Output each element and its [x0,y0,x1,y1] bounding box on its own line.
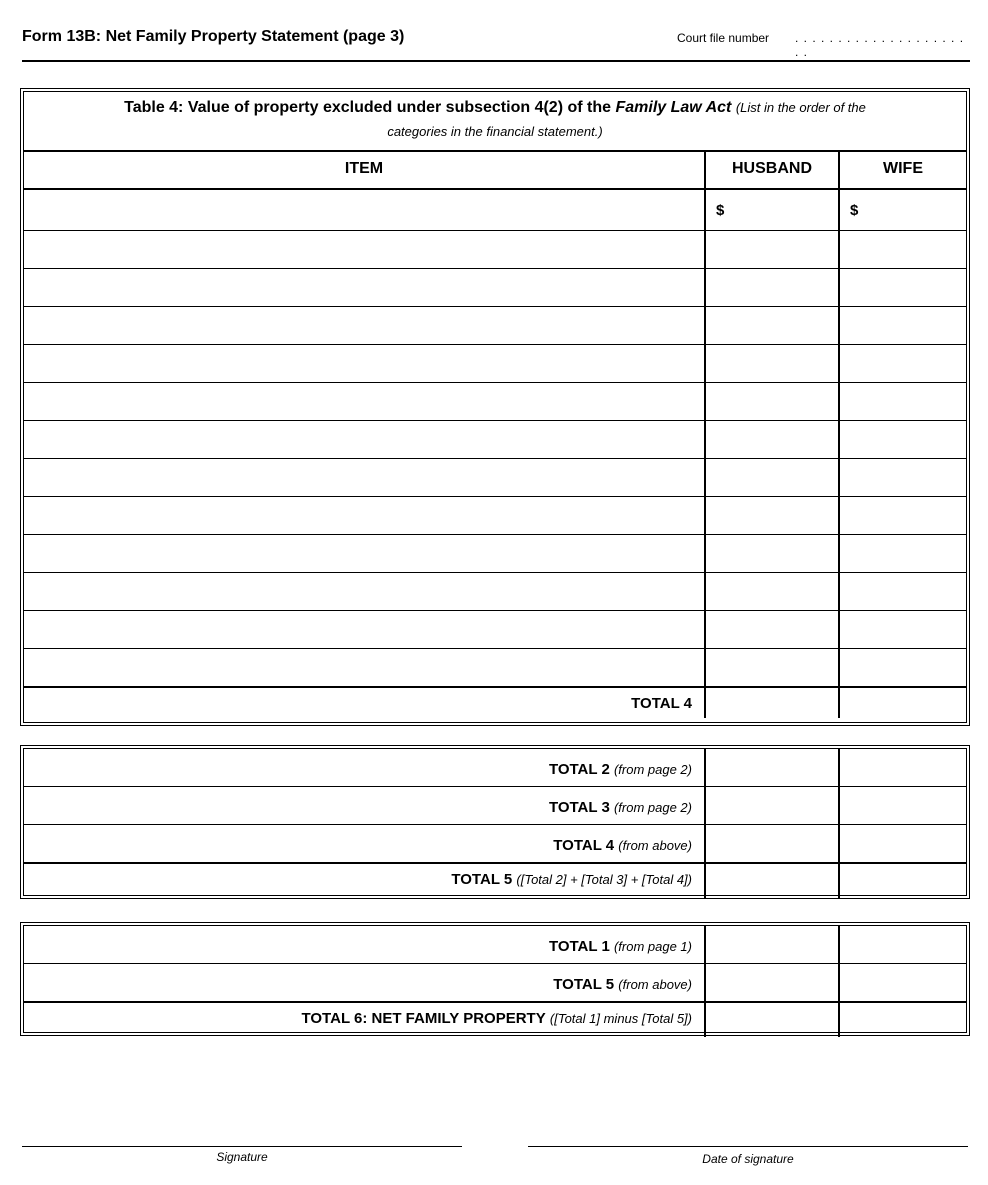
husband-cell[interactable] [706,497,840,534]
column-header-husband: HUSBAND [706,150,840,188]
totals-section-row [24,864,966,898]
husband-cell[interactable] [706,825,840,862]
totals-section-label: TOTAL 2 [548,761,610,778]
net-section-row [24,926,966,964]
signature-label: Signature [216,1150,268,1164]
item-cell [24,787,706,824]
husband-cell[interactable] [706,749,840,786]
table-row [24,611,966,649]
table-4-act-name: Family Law Act [615,99,732,116]
item-cell[interactable] [24,269,706,306]
husband-cell[interactable] [706,573,840,610]
wife-cell[interactable] [840,535,966,572]
table-4-inner [23,91,967,723]
net-section-label-group [553,976,692,993]
item-cell[interactable] [24,535,706,572]
totals-section-label: TOTAL 4 [553,837,615,854]
item-cell[interactable] [24,345,706,382]
table-row [24,573,966,611]
table-row [24,190,966,231]
table-row [24,307,966,345]
item-cell[interactable] [24,383,706,420]
wife-cell[interactable] [840,497,966,534]
husband-cell[interactable] [706,345,840,382]
net-family-property-inner [23,925,967,1033]
husband-cell[interactable] [706,611,840,648]
wife-cell[interactable] [840,345,966,382]
net-family-property-section [20,922,970,1036]
totals-section-note: (from page 2) [613,800,692,815]
wife-cell[interactable] [840,573,966,610]
totals-section [20,745,970,899]
net-section-label-group [302,1010,693,1027]
table-row [24,269,966,307]
husband-cell[interactable] [706,421,840,458]
table-row [24,421,966,459]
wife-cell[interactable] [840,269,966,306]
total-4-row [24,688,966,718]
item-cell[interactable] [24,190,706,230]
table-4-title-text: Table 4: Value of property excluded under subsection 4(2) of the [124,99,616,116]
totals-section-note: ([Total 2] + [Total 3] + [Total 4]) [516,872,692,887]
item-cell [24,1003,706,1037]
husband-cell[interactable] [706,231,840,268]
net-section-row [24,1003,966,1037]
husband-currency-symbol: $ [716,202,725,219]
wife-cell[interactable] [840,688,966,718]
form-title: Form 13B: Net Family Property Statement (page 3) [22,28,405,45]
wife-cell[interactable] [840,231,966,268]
husband-cell[interactable] [706,787,840,824]
net-section-label: TOTAL 6: NET FAMILY PROPERTY [301,1010,546,1027]
wife-cell[interactable] [840,421,966,458]
wife-cell[interactable] [840,459,966,496]
husband-cell[interactable] [706,269,840,306]
item-cell[interactable] [24,421,706,458]
item-cell [24,864,706,898]
totals-section-row [24,825,966,864]
net-section-note: (from page 1) [613,939,692,954]
husband-cell[interactable] [706,649,840,686]
item-cell[interactable] [24,573,706,610]
item-cell [24,688,706,718]
wife-cell[interactable] [840,383,966,420]
wife-cell[interactable] [840,190,966,230]
item-cell[interactable] [24,231,706,268]
column-header-wife: WIFE [883,160,923,177]
totals-section-inner [23,748,967,896]
item-cell [24,749,706,786]
totals-section-label-group [553,837,692,854]
signature-line[interactable] [22,1146,462,1147]
date-of-signature-label: Date of signature [702,1152,794,1166]
wife-cell[interactable] [840,307,966,344]
totals-section-label-group [549,761,692,778]
wife-cell[interactable] [840,926,966,963]
net-section-note: (from above) [618,977,692,992]
total-4-label: TOTAL 4 [631,695,692,712]
page-header [22,28,970,62]
totals-section-label-group [451,871,692,888]
column-header-item: ITEM [24,150,706,188]
husband-cell[interactable] [706,307,840,344]
net-section-row [24,964,966,1003]
table-4-note-1: (List in the order of the [735,100,866,115]
totals-section-label: TOTAL 5 [451,871,513,888]
item-cell[interactable] [24,307,706,344]
table-4-note-2: categories in the financial statement.) [387,124,603,139]
wife-cell[interactable] [840,1003,966,1037]
item-cell[interactable] [24,459,706,496]
wife-cell[interactable] [840,787,966,824]
wife-cell[interactable] [840,825,966,862]
net-section-label: TOTAL 5 [553,976,615,993]
husband-cell[interactable] [706,864,840,898]
husband-cell[interactable] [706,190,840,230]
item-cell[interactable] [24,497,706,534]
totals-section-row [24,749,966,787]
column-header-row [24,150,966,190]
wife-cell[interactable] [840,611,966,648]
table-4-title [24,92,966,152]
totals-section-row [24,787,966,825]
court-file-number-field[interactable]: . . . . . . . . . . . . . . . . . . . . . . [795,31,965,59]
husband-cell[interactable] [706,1003,840,1037]
table-row [24,383,966,421]
item-cell [24,825,706,862]
table-row [24,649,966,688]
net-section-label-group [549,938,692,955]
husband-cell[interactable] [706,688,840,718]
wife-cell[interactable] [840,964,966,1001]
table-row [24,345,966,383]
wife-cell[interactable] [840,864,966,898]
totals-section-note: (from page 2) [613,762,692,777]
husband-cell[interactable] [706,964,840,1001]
table-row [24,231,966,269]
table-row [24,459,966,497]
husband-cell[interactable] [706,926,840,963]
totals-section-label-group [549,799,692,816]
date-of-signature-line[interactable] [528,1146,968,1147]
wife-cell[interactable] [840,649,966,686]
item-cell[interactable] [24,649,706,686]
wife-cell[interactable] [840,749,966,786]
table-row [24,497,966,535]
net-section-label: TOTAL 1 [548,938,610,955]
table-row [24,535,966,573]
net-section-note: ([Total 1] minus [Total 5]) [549,1011,692,1026]
table-4 [20,88,970,726]
totals-section-label: TOTAL 3 [548,799,610,816]
court-file-label: Court file number [677,31,770,45]
wife-currency-symbol: $ [850,202,859,219]
item-cell [24,964,706,1001]
totals-section-note: (from above) [618,838,692,853]
husband-cell[interactable] [706,535,840,572]
husband-cell[interactable] [706,383,840,420]
item-cell[interactable] [24,611,706,648]
husband-cell[interactable] [706,459,840,496]
item-cell [24,926,706,963]
